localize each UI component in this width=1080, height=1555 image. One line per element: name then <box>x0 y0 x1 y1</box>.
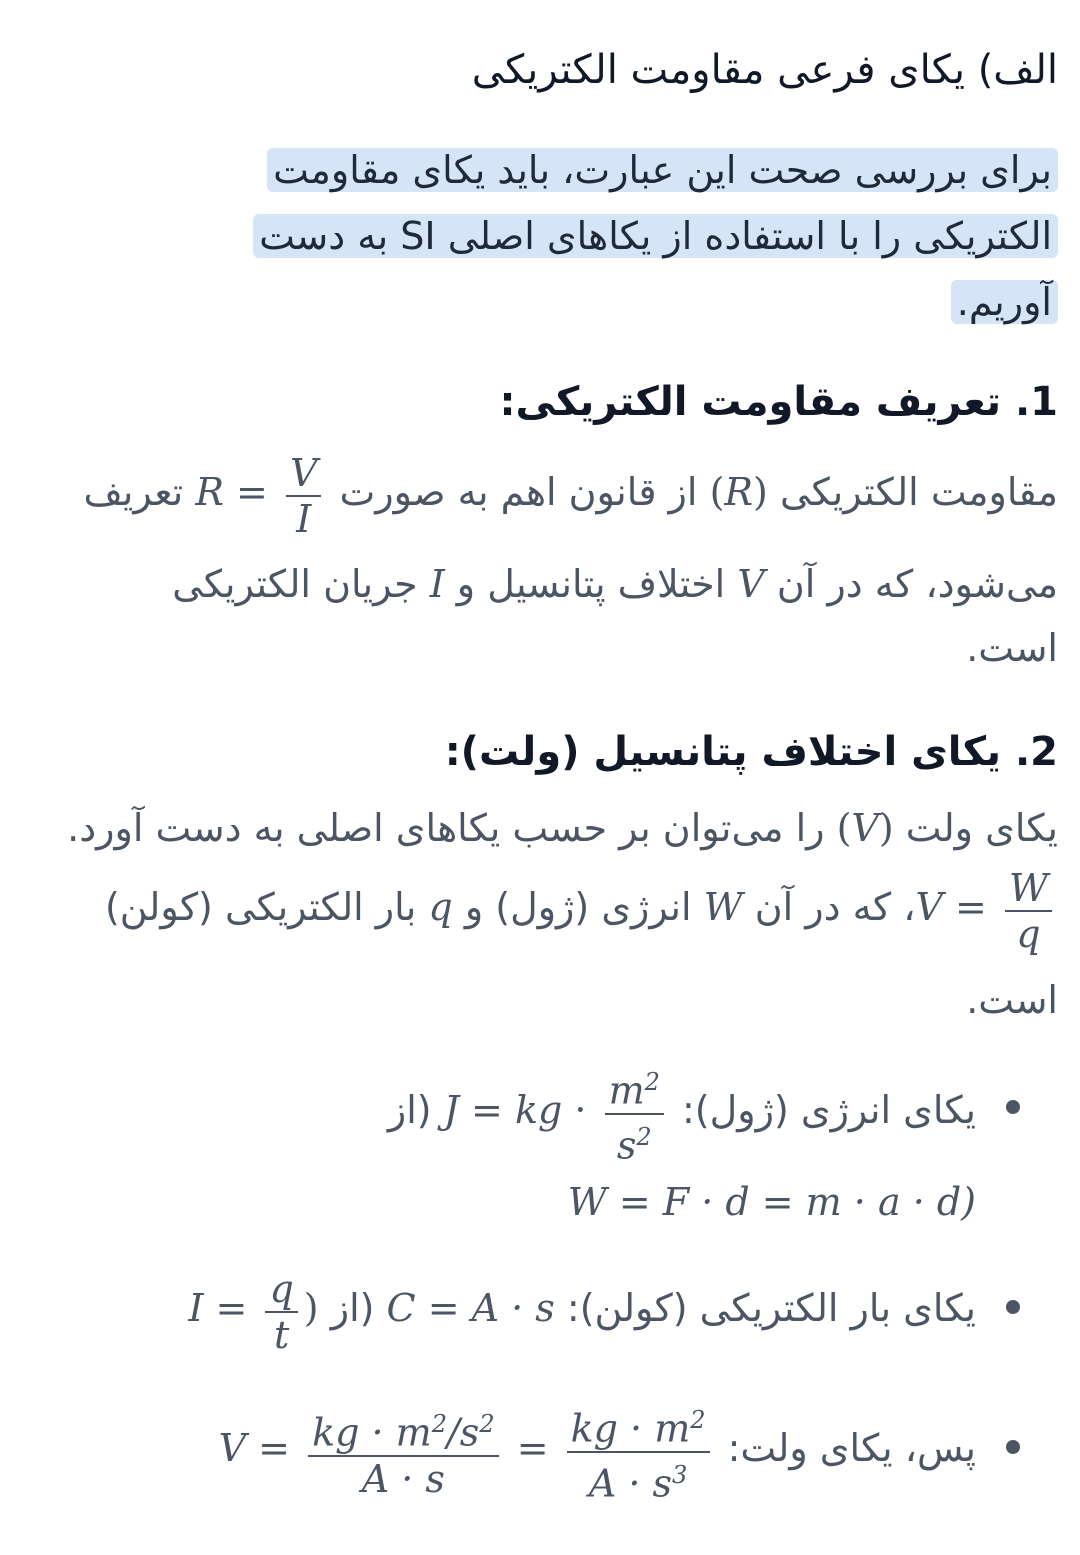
formula-coulomb: C = A · s <box>386 1286 555 1330</box>
bullet-energy-cont <box>568 1172 976 1232</box>
bullet-dot <box>1006 1100 1020 1114</box>
math-i: I <box>429 562 445 606</box>
highlighted-text: آوریم. <box>951 280 1058 324</box>
formula-joule: J = kg · $\frac{m^2}{s^2}$ <box>444 1060 670 1167</box>
bullet-dot <box>1006 1300 1020 1314</box>
bullet-energy: یکای انرژی (ژول): J = kg · $\frac{m^2}{s^2}$ (از <box>388 1060 976 1167</box>
section-2-heading: 2. یکای اختلاف پتانسیل (ولت): <box>444 729 1058 775</box>
highlighted-text: برای بررسی صحت این عبارت، باید یکای مقاومت <box>267 148 1058 192</box>
math-v: V <box>737 562 765 606</box>
formula-current: I = $\frac{q}{t}$ ) <box>188 1266 319 1357</box>
math-r: (R) <box>709 470 768 514</box>
math-v: (V) <box>836 806 894 850</box>
section-2-line-2: V = $\frac{W}{q}$ ، که در آن W انرژی (ژول) و q بار الکتریکی (کولن) <box>105 858 1058 956</box>
bullet-dot <box>1006 1440 1020 1454</box>
highlighted-text: الکتریکی را با استفاده از یکاهای اصلی SI به دست <box>253 214 1058 258</box>
formula-ohm: R = $\frac{V}{I}$ <box>195 448 327 541</box>
section-2-line-3: است. <box>966 978 1058 1022</box>
intro-line-2 <box>253 206 1058 266</box>
intro-line-3 <box>951 272 1058 332</box>
section-1-line-3: است. <box>966 626 1058 670</box>
section-1-heading: 1. تعریف مقاومت الکتریکی: <box>499 379 1058 425</box>
formula-volt: V = $\frac{W}{q}$ <box>915 858 1058 956</box>
section-2-line-1: یکای ولت (V) را می‌توان بر حسب یکاهای اصلی به دست آورد. <box>67 798 1058 858</box>
math-w: W <box>703 885 743 929</box>
intro-line-1 <box>267 140 1058 200</box>
bullet-volt: پس، یکای ولت: V = $\frac{kg \cdot m^2/s^2}{A \cdot s}$ = $\frac{kg \cdot m^2}{A \cdot s^3}$ <box>219 1398 976 1505</box>
math-q: q <box>428 885 453 929</box>
formula-work: W = F · d = m · a · d) <box>567 1180 976 1224</box>
page-title: الف) یکای فرعی مقاومت الکتریکی <box>471 47 1058 93</box>
section-1-line-1: مقاومت الکتریکی (R) از قانون اهم به صورت R = $\frac{V}{I}$ تعریف <box>83 448 1058 541</box>
bullet-charge: یکای بار الکتریکی (کولن): C = A · s (از I = $\frac{q}{t}$ ) <box>188 1262 976 1357</box>
section-1-line-2: می‌شود، که در آن V اختلاف پتانسیل و I جریان الکتریکی <box>172 554 1058 614</box>
formula-volt-si: V = $\frac{kg \cdot m^2/s^2}{A \cdot s}$ = $\frac{kg \cdot m^2}{A \cdot s^3}$ <box>219 1398 716 1505</box>
